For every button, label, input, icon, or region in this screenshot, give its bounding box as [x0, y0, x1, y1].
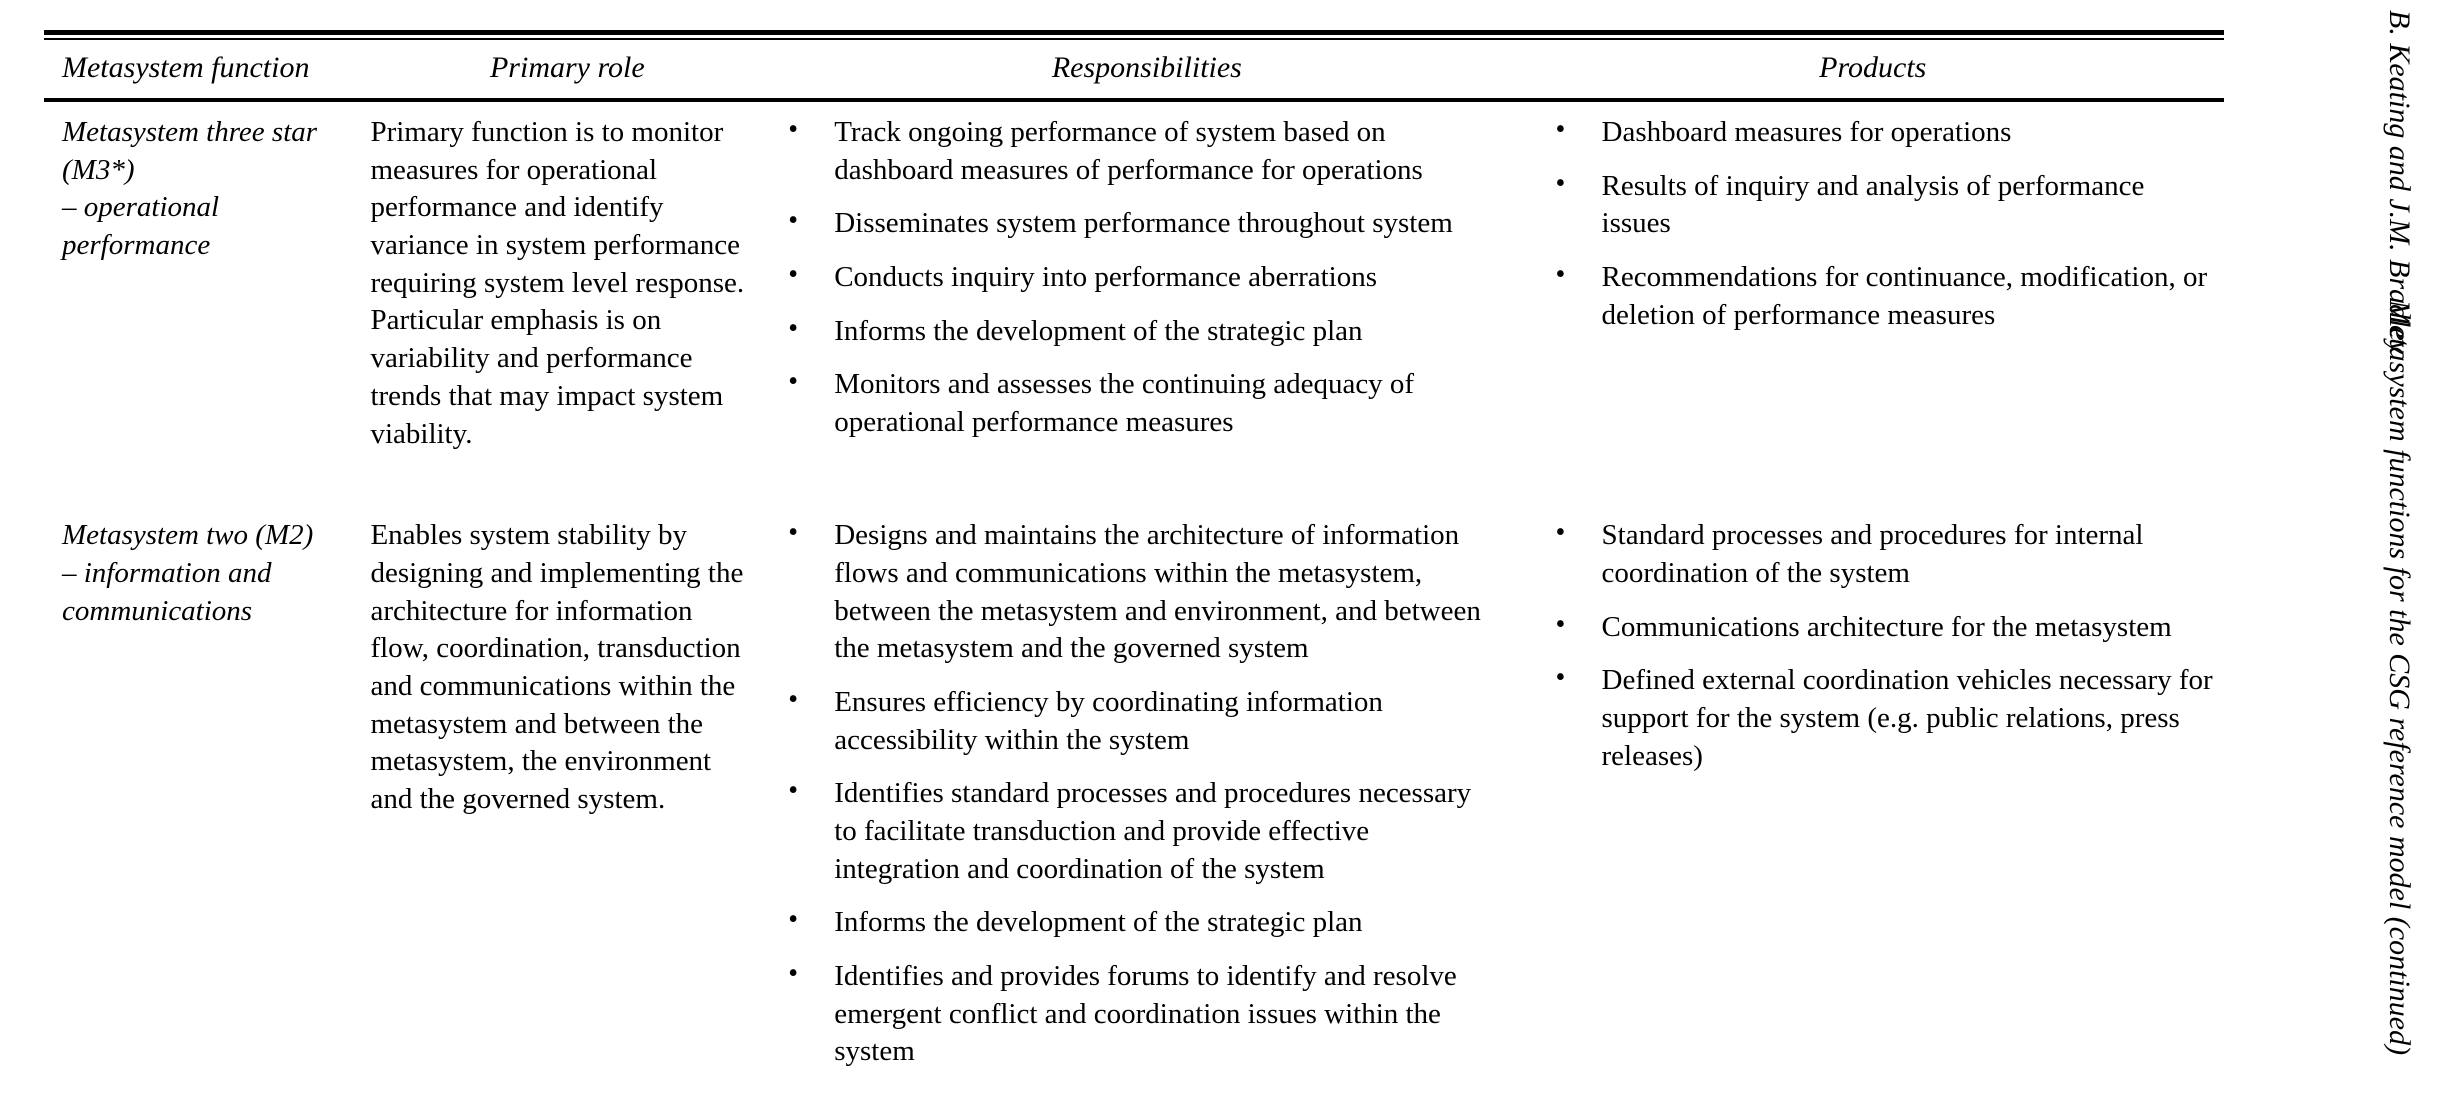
cell-products-m2 — [1522, 505, 2224, 1071]
spacer-cell — [44, 453, 362, 505]
list-item: • Results of inquiry and analysis of performance issues — [1548, 168, 2214, 243]
list-item: • Track ongoing performance of system based on dashboard measures of performance for operations — [780, 114, 1497, 189]
cell-function-m2 — [44, 505, 362, 1071]
cell-responsibilities-m3star — [772, 102, 1521, 453]
function-name-line: Metasystem two (M2) — [62, 519, 314, 552]
list-item: • Conducts inquiry into performance aberrations — [780, 259, 1497, 297]
cell-function-m3star — [44, 102, 362, 453]
cell-products-m3star — [1522, 102, 2224, 453]
list-item: • Informs the development of the strategic plan — [780, 313, 1497, 351]
responsibilities-list — [780, 517, 1497, 1071]
responsibilities-list — [780, 114, 1497, 442]
metasystem-functions-table — [44, 40, 2224, 98]
list-item: • Recommendations for continuance, modification, or deletion of performance measures — [1548, 259, 2214, 334]
list-item: • Disseminates system performance throughout system — [780, 205, 1497, 243]
list-item: • Identifies and provides forums to identify and resolve emergent conflict and coordination issues within the system — [780, 958, 1497, 1071]
products-list — [1548, 517, 2214, 775]
function-name-line: Metasystem three star (M3*) — [62, 116, 318, 186]
list-item: • Monitors and assesses the continuing adequacy of operational performance measures — [780, 366, 1497, 441]
metasystem-functions-table-body — [44, 102, 2224, 1071]
spacer-cell — [362, 453, 772, 505]
function-subtitle-line: – operational performance — [62, 191, 220, 262]
list-item: • Designs and maintains the architecture of information flows and communications within the metasystem, between the metasystem and environment, and between the metasystem and the governed system — [780, 517, 1497, 668]
column-header-responsibilities: Responsibilities — [1051, 51, 1242, 84]
cell-responsibilities-m2 — [772, 505, 1521, 1071]
table-caption: Metasystem functions for the CSG reference model (continued) — [2383, 300, 2416, 1056]
list-item: • Dashboard measures for operations — [1548, 114, 2214, 152]
spacer-cell — [772, 453, 1521, 505]
products-list — [1548, 114, 2214, 334]
list-item: • Ensures efficiency by coordinating information accessibility within the system — [780, 684, 1497, 759]
table-row-spacer — [44, 453, 2224, 505]
table-row — [44, 505, 2224, 1071]
reference-table-container — [44, 30, 2224, 1071]
table-header-row — [44, 40, 2224, 98]
spacer-cell — [1522, 453, 2224, 505]
function-subtitle-line: – information and — [62, 556, 272, 589]
list-item: • Informs the development of the strategic plan — [780, 904, 1497, 942]
cell-primary-role-m2: Enables system stability by designing and implementing the architecture for information flow, coordination, transduction and communications within the metasystem and between the metasystem, the environment and the governed system. — [370, 519, 744, 815]
cell-primary-role-m3star: Primary function is to monitor measures for operational performance and identify variance in system performance requiring system level response. Particular emphasis is on variability and performance trends that may impact system viability. — [370, 116, 745, 450]
column-header-products: Products — [1819, 51, 1927, 84]
table-row — [44, 102, 2224, 453]
list-item: • Standard processes and procedures for internal coordination of the system — [1548, 517, 2214, 592]
list-item: • Identifies standard processes and procedures necessary to facilitate transduction and provide effective integration and coordination of the system — [780, 775, 1497, 888]
function-subtitle-line-2: communications — [62, 594, 253, 627]
list-item: • Communications architecture for the metasystem — [1548, 609, 2214, 647]
column-header-function: Metasystem function — [62, 51, 310, 84]
list-item: • Defined external coordination vehicles necessary for support for the system (e.g. public relations, press releases) — [1548, 662, 2214, 775]
running-head-authors: B. Keating and J.M. Bradley — [2383, 10, 2416, 355]
column-header-primary-role: Primary role — [489, 51, 645, 84]
